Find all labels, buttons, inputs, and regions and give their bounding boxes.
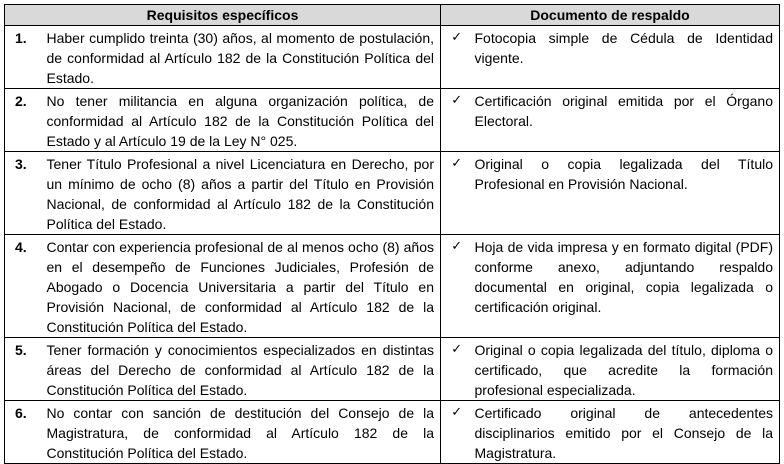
row-number: 5. [5,338,41,401]
row-number: 3. [5,152,41,235]
row-number: 2. [5,89,41,152]
document-text: Certificado original de antecedentes disciplinarios emitido por el Consejo de la Magistratura. [473,401,780,464]
row-number: 4. [5,235,41,338]
header-requirements: Requisitos específicos [5,5,441,26]
check-icon: ✓ [441,89,473,152]
document-text: Certificación original emitida por el Órgano Electoral. [473,89,780,152]
requirement-text: Tener formación y conocimientos especializados en distintas áreas del Derecho de conformidad al Artículo 182 de la Constitución Política del Estado. [41,338,441,401]
table-row [5,26,780,89]
requirement-text: No tener militancia en alguna organización política, de conformidad al Artículo 182 de la Constitución Política del Estado y al Artículo 19 de la Ley N° 025. [41,89,441,152]
requirements-table [4,4,780,464]
requirement-text: Contar con experiencia profesional de al menos ocho (8) años en el desempeño de Funciones Judiciales, Profesión de Abogado o Docencia Universitaria a partir del Título en Provisión Nacional, de conformidad al Artículo 182 de la Constitución Política del Estado. [41,235,441,338]
row-number: 1. [5,26,41,89]
document-text: Hoja de vida impresa y en formato digital (PDF) conforme anexo, adjuntando respaldo documental en original, copia legalizada o certificación original. [473,235,780,338]
table-row [5,338,780,401]
check-icon: ✓ [441,235,473,338]
document-text: Fotocopia simple de Cédula de Identidad vigente. [473,26,780,89]
document-text: Original o copia legalizada del Título Profesional en Provisión Nacional. [473,152,780,235]
check-icon: ✓ [441,152,473,235]
row-number: 6. [5,401,41,464]
check-icon: ✓ [441,401,473,464]
requirement-text: Haber cumplido treinta (30) años, al momento de postulación, de conformidad al Artículo 182 de la Constitución Política del Estado. [41,26,441,89]
table-header-row [5,5,780,26]
document-text: Original o copia legalizada del título, diploma o certificado, que acredite la formación profesional especializada. [473,338,780,401]
check-icon: ✓ [441,338,473,401]
table-row [5,401,780,464]
table-row [5,152,780,235]
table-row [5,89,780,152]
requirement-text: No contar con sanción de destitución del Consejo de la Magistratura, de conformidad al Artículo 182 de la Constitución Política del Estado. [41,401,441,464]
table-row [5,235,780,338]
requirement-text: Tener Título Profesional a nivel Licenciatura en Derecho, por un mínimo de ocho (8) años a partir del Título en Provisión Nacional, de conformidad al Artículo 182 de la Constitución Política del Estado. [41,152,441,235]
requirements-table-container [4,4,779,464]
header-document: Documento de respaldo [441,5,780,26]
check-icon: ✓ [441,26,473,89]
